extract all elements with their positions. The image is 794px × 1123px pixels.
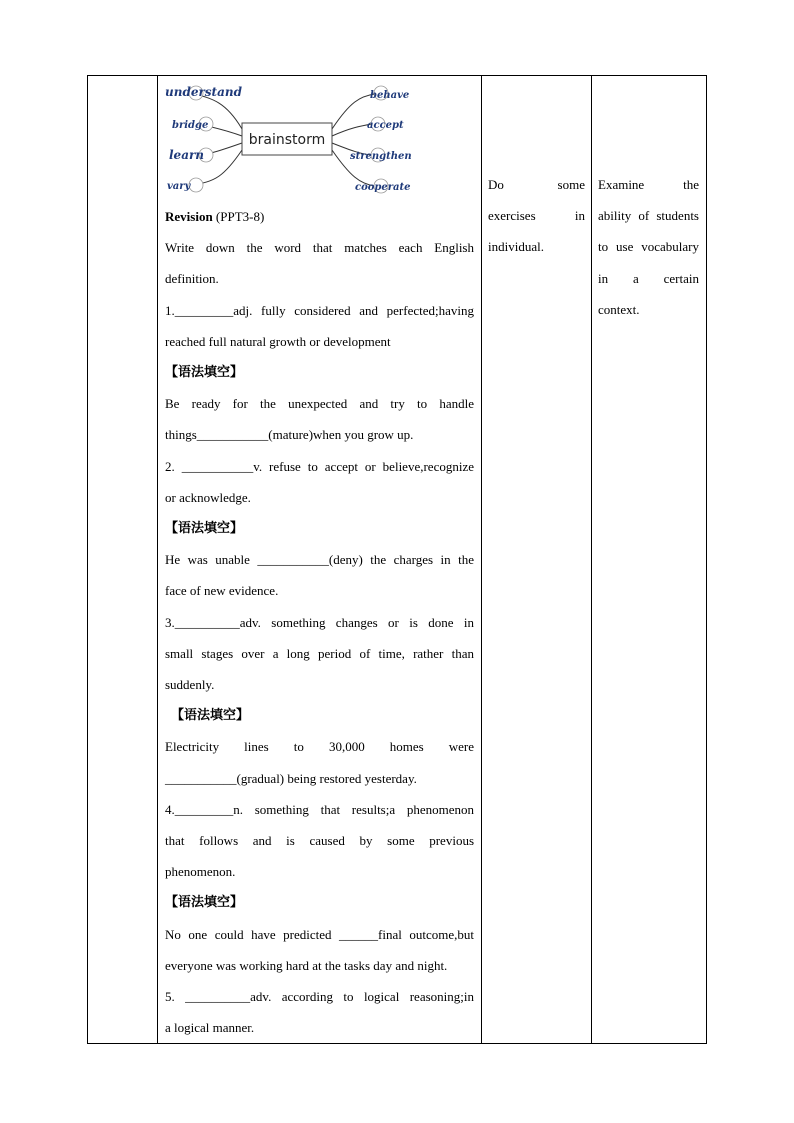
instruction-line: Write down the word that matches each English — [165, 240, 474, 256]
activity-line: exercises in — [488, 208, 585, 224]
mindmap-word-understand: understand — [165, 85, 242, 99]
purpose-line: ability of students — [598, 208, 699, 224]
question-line: or acknowledge. — [165, 489, 251, 505]
revision-ref: (PPT3-8) — [212, 209, 265, 224]
column-divider-2 — [481, 75, 482, 1044]
question-line: suddenly. — [165, 677, 215, 693]
column-divider-3 — [591, 75, 592, 1044]
mindmap-word-strengthen: strengthen — [350, 151, 412, 162]
mindmap-word-vary: vary — [167, 181, 191, 192]
activity-line: Do some — [488, 177, 585, 192]
grammar-tag: 【语法填空】 — [165, 895, 244, 911]
grammar-tag: 【语法填空】 — [165, 521, 244, 537]
question-line: reached full natural growth or development — [165, 333, 391, 349]
revision-line — [165, 201, 474, 232]
purpose-line: context. — [598, 301, 640, 317]
question-line: things___________(mature)when you grow up. — [165, 427, 414, 443]
mindmap-word-behave: behave — [370, 90, 410, 101]
activity-column — [488, 169, 585, 263]
question-line: He was unable ___________(deny) the charges in the — [165, 552, 474, 568]
question-line: 1._________adj. fully considered and perfected;having — [165, 302, 474, 318]
question-line: ___________(gradual) being restored yesterday. — [165, 770, 417, 786]
mindmap-word-accept: accept — [367, 120, 404, 131]
question-line: that follows and is caused by some previous — [165, 833, 474, 849]
question-line: everyone was working hard at the tasks day and night. — [165, 957, 448, 973]
question-line: phenomenon. — [165, 864, 236, 880]
mindmap-center: brainstorm — [248, 132, 326, 148]
question-line: Electricity lines to 30,000 homes were — [165, 739, 474, 755]
content-column — [165, 201, 474, 1043]
question-line: 3.__________adv. something changes or is done in — [165, 614, 474, 630]
mindmap-word-learn: learn — [169, 148, 205, 162]
brainstorm-mindmap — [160, 80, 475, 198]
column-divider-1 — [157, 75, 158, 1044]
mindmap-word-bridge: bridge — [172, 120, 209, 131]
question-line: 2. ___________v. refuse to accept or believe,recognize — [165, 458, 474, 474]
question-line: 4._________n. something that results;a phenomenon — [165, 801, 474, 817]
mindmap-word-cooperate: cooperate — [355, 182, 411, 193]
mindmap-node — [189, 178, 203, 192]
purpose-line: to use vocabulary — [598, 239, 699, 255]
purpose-line: Examine the — [598, 177, 699, 192]
question-line: a logical manner. — [165, 1020, 255, 1036]
revision-heading: Revision — [165, 209, 213, 224]
question-line: No one could have predicted ______final outcome,but — [165, 926, 474, 942]
grammar-tag: 【语法填空】 — [171, 708, 250, 724]
question-line: Be ready for the unexpected and try to handle — [165, 396, 474, 412]
question-line: face of new evidence. — [165, 583, 279, 599]
purpose-line: in a certain — [598, 270, 699, 286]
question-line: small stages over a long period of time, rather than — [165, 645, 474, 661]
purpose-column — [598, 169, 699, 325]
instruction-line: definition. — [165, 271, 219, 287]
activity-line: individual. — [488, 239, 544, 255]
mindmap-branch — [332, 124, 372, 136]
question-line: 5. __________adv. according to logical reasoning;in — [165, 989, 474, 1005]
grammar-tag: 【语法填空】 — [165, 365, 244, 381]
